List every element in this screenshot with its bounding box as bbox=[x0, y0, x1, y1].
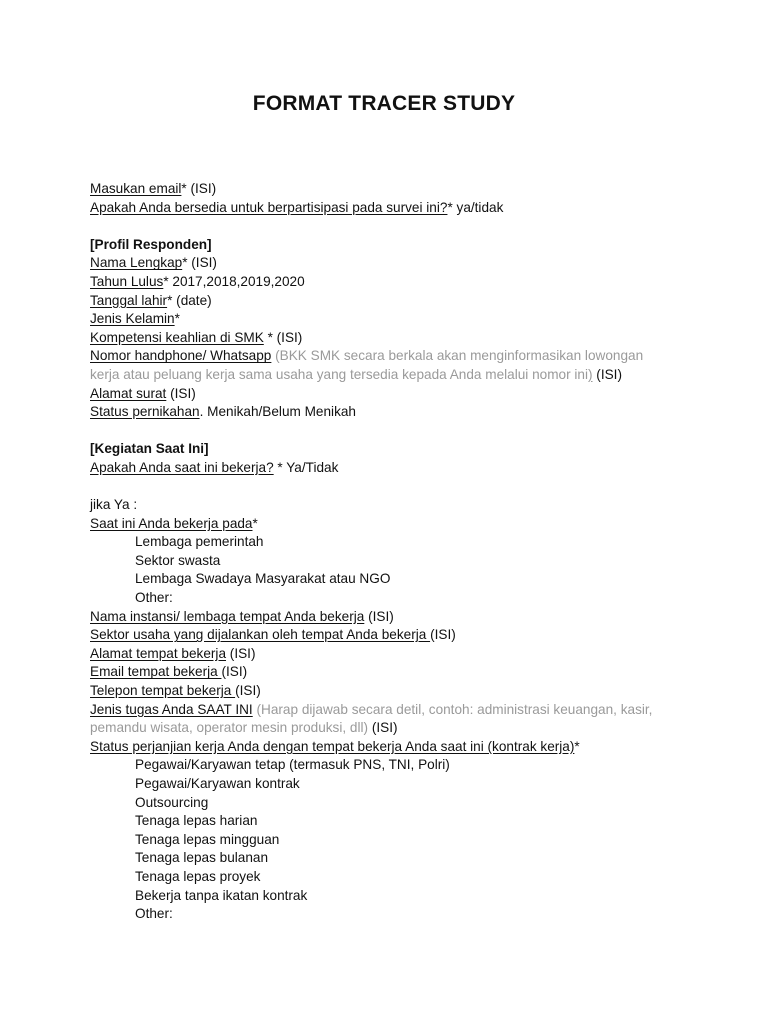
question-label: Alamat tempat bekerja bbox=[90, 645, 227, 661]
question-label: Tanggal lahir bbox=[90, 292, 168, 308]
question-suffix: * ya/tidak bbox=[447, 199, 504, 215]
nama-question bbox=[90, 254, 690, 273]
question-suffix: * (ISI) bbox=[182, 255, 217, 271]
question-suffix: * (ISI) bbox=[263, 329, 303, 345]
question-suffix: (ISI) bbox=[166, 385, 196, 401]
question-label: Email tempat bekerja bbox=[90, 664, 222, 680]
question-note: (Harap dijawab secara detil, contoh: administrasi keuangan, kasir, bbox=[252, 701, 653, 717]
question-suffix: (ISI) bbox=[430, 627, 456, 643]
section-heading-profil: [Profil Responden] bbox=[90, 236, 212, 252]
option-item: Tenaga lepas bulanan bbox=[135, 850, 269, 866]
question-suffix: * 2017,2018,2019,2020 bbox=[163, 273, 305, 289]
nomor-hp-question-cont bbox=[90, 366, 690, 385]
question-label: Status perjanjian kerja Anda dengan tempat bekerja Anda saat ini (kontrak kerja) bbox=[90, 738, 575, 754]
consent-question bbox=[90, 199, 690, 218]
question-suffix: * (date) bbox=[167, 292, 212, 308]
option-item: Other: bbox=[135, 590, 173, 606]
tempat-bekerja-question bbox=[90, 515, 690, 534]
jenis-kelamin-question bbox=[90, 310, 690, 329]
tanggal-lahir-question bbox=[90, 292, 690, 311]
telepon-kerja-question bbox=[90, 682, 690, 701]
option-item: Other: bbox=[135, 906, 173, 922]
question-suffix: * bbox=[252, 515, 258, 531]
alamat-kerja-question bbox=[90, 645, 690, 664]
spacer bbox=[90, 217, 690, 236]
email-kerja-question bbox=[90, 663, 690, 682]
option-item: Tenaga lepas harian bbox=[135, 813, 258, 829]
question-note: pemandu wisata, operator mesin produksi, dll) bbox=[90, 720, 369, 736]
question-label: Nomor handphone/ Whatsapp bbox=[90, 348, 272, 364]
question-label: Apakah Anda bersedia untuk berpartisipasi pada survei ini? bbox=[90, 199, 448, 215]
question-label: Alamat surat bbox=[90, 385, 167, 401]
sektor-usaha-question bbox=[90, 626, 690, 645]
option-item: Bekerja tanpa ikatan kontrak bbox=[135, 887, 308, 903]
question-suffix: (ISI) bbox=[364, 608, 394, 624]
question-label: Nama Lengkap bbox=[90, 255, 183, 271]
tahun-lulus-question bbox=[90, 273, 690, 292]
email-question bbox=[90, 180, 690, 199]
question-note: (BKK SMK secara berkala akan menginformasikan lowongan bbox=[271, 348, 644, 364]
document-body bbox=[90, 180, 690, 924]
nomor-hp-question bbox=[90, 347, 690, 366]
question-suffix: * (ISI) bbox=[181, 181, 217, 196]
perjanjian-kerja-question bbox=[90, 738, 690, 757]
option-item: Tenaga lepas proyek bbox=[135, 868, 261, 884]
option-item: Lembaga Swadaya Masyarakat atau NGO bbox=[135, 571, 391, 587]
question-suffix: (ISI) bbox=[221, 664, 248, 680]
jenis-tugas-question bbox=[90, 701, 690, 720]
question-label: Saat ini Anda bekerja pada bbox=[90, 515, 253, 531]
document-title: FORMAT TRACER STUDY bbox=[252, 92, 516, 115]
section-heading-kegiatan: [Kegiatan Saat Ini] bbox=[90, 441, 209, 457]
option-item: Pegawai/Karyawan kontrak bbox=[135, 776, 300, 791]
option-item: Sektor swasta bbox=[135, 552, 221, 568]
question-label: Nama instansi/ lembaga tempat Anda bekerja bbox=[90, 608, 365, 624]
question-note-paren: ) bbox=[588, 366, 593, 382]
question-suffix: . Menikah/Belum Menikah bbox=[199, 404, 356, 420]
question-suffix: (ISI) bbox=[592, 366, 622, 382]
question-suffix: * Ya/Tidak bbox=[273, 459, 339, 475]
question-label: Apakah Anda saat ini bekerja? bbox=[90, 459, 274, 475]
spacer bbox=[90, 422, 690, 441]
question-label: Kompetensi keahlian di SMK bbox=[90, 329, 264, 345]
alamat-surat-question bbox=[90, 385, 690, 404]
option-item: Lembaga pemerintah bbox=[135, 534, 264, 550]
bekerja-question bbox=[90, 459, 690, 478]
option-item: Pegawai/Karyawan tetap (termasuk PNS, TNI, Polri) bbox=[135, 757, 450, 773]
question-suffix: * bbox=[174, 311, 180, 327]
question-suffix: (ISI) bbox=[235, 683, 261, 699]
question-suffix: (ISI) bbox=[226, 645, 256, 661]
question-suffix: (ISI) bbox=[368, 720, 398, 736]
question-suffix: * bbox=[574, 738, 580, 754]
status-pernikahan-question bbox=[90, 403, 690, 422]
kompetensi-question bbox=[90, 329, 690, 348]
question-note: kerja atau peluang kerja sama usaha yang tersedia kepada Anda melalui nomor ini bbox=[90, 366, 588, 382]
nama-instansi-question bbox=[90, 608, 690, 627]
question-label: Tahun Lulus bbox=[90, 273, 164, 289]
conditional-note: jika Ya : bbox=[90, 497, 138, 513]
spacer bbox=[90, 478, 690, 497]
question-label: Status pernikahan bbox=[90, 404, 200, 420]
question-label: Jenis tugas Anda SAAT INI bbox=[90, 701, 253, 717]
question-label: Sektor usaha yang dijalankan oleh tempat Anda bekerja bbox=[90, 627, 431, 643]
question-label: Masukan email bbox=[90, 181, 182, 196]
option-item: Tenaga lepas mingguan bbox=[135, 831, 280, 847]
question-label: Telepon tempat bekerja bbox=[90, 683, 236, 699]
option-item: Outsourcing bbox=[135, 794, 209, 810]
question-label: Jenis Kelamin bbox=[90, 311, 175, 327]
jenis-tugas-question-cont bbox=[90, 719, 690, 738]
